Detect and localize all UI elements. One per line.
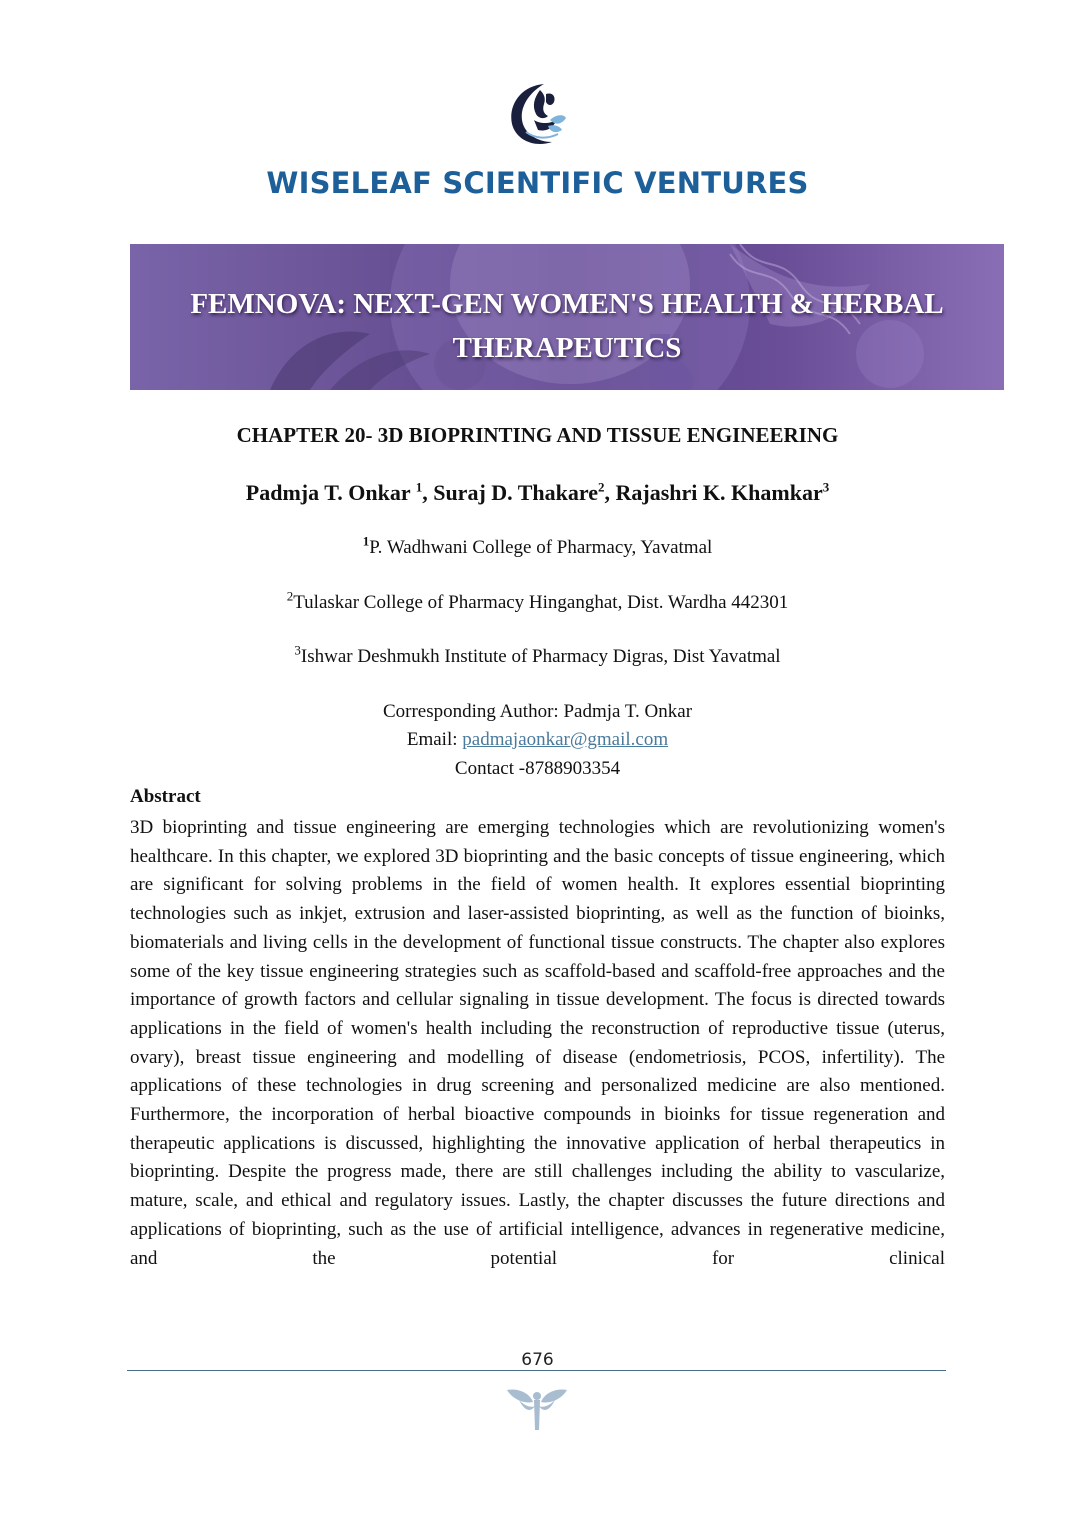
author-separator: , <box>422 480 434 505</box>
affiliation-text: P. Wadhwani College of Pharmacy, Yavatmal <box>369 537 713 558</box>
affiliation-1 <box>0 533 1075 559</box>
affiliation-superscript: 3 <box>294 642 301 658</box>
affiliation-superscript: 1 <box>362 533 370 549</box>
abstract-body: 3D bioprinting and tissue engineering are emerging technologies which are revolutionizing women's healthcare. In this chapter, we explored 3D bioprinting and the basic concepts of tissue engineering, which are significant for solving problems in the field of women health. It explores essential bioprinting technologies such as inkjet, extrusion and laser-assisted bioprinting, as well as the function of bioinks, biomaterials and living cells in the development of functional tissue constructs. The chapter also explores some of the key tissue engineering strategies such as scaffold-based and scaffold-free approaches and the importance of growth factors and cellular signaling in tissue development. The focus is directed towards applications in the field of women's health including the reconstruction of reproductive tissue (uterus, ovary), breast tissue engineering and modelling of disease (endometriosis, PCOS, infertility). The applications of these technologies in drug screening and personalized medicine are also mentioned. Furthermore, the incorporation of herbal bioactive compounds in bioinks for tissue regeneration and therapeutic applications is discussed, highlighting the innovative application of herbal therapeutics in bioprinting. Despite the progress made, there are still challenges including the ability to vascularize, mature, scale, and ethical and regulatory issues. Lastly, the chapter discusses the future directions and applications of bioprinting, such as the use of artificial intelligence, advances in regenerative medicine, and the potential for clinical <box>130 817 945 1269</box>
affiliation-text: Ishwar Deshmukh Institute of Pharmacy Digras, Dist Yavatmal <box>300 646 781 667</box>
author-list <box>0 480 1075 506</box>
book-title-line2: THERAPEUTICS <box>452 332 682 364</box>
author-superscript: 2 <box>598 479 605 495</box>
email-label: Email: <box>406 729 463 750</box>
footer-divider <box>127 1370 946 1371</box>
email-link[interactable]: padmajaonkar@gmail.com <box>462 729 669 750</box>
publisher-name: WISELEAF SCIENTIFIC VENTURES <box>266 166 809 200</box>
book-title-line1: FEMNOVA: NEXT-GEN WOMEN'S HEALTH & HERBAL <box>190 288 944 320</box>
affiliation-3 <box>0 642 1075 668</box>
affiliation-2 <box>0 588 1075 614</box>
abstract-heading: Abstract <box>130 786 201 807</box>
book-title-banner <box>130 244 1004 390</box>
author-superscript: 1 <box>415 479 423 495</box>
author-name: Padmja T. Onkar <box>245 480 416 505</box>
author-separator: , <box>604 480 616 505</box>
email-line <box>0 729 1075 751</box>
contact-phone: Contact -8788903354 <box>454 758 621 779</box>
page-number: 676 <box>521 1350 554 1370</box>
affiliation-superscript: 2 <box>286 588 294 604</box>
author-name: Rajashri K. Khamkar <box>615 480 823 505</box>
chapter-title: CHAPTER 20- 3D BIOPRINTING AND TISSUE ENGINEERING <box>236 423 839 447</box>
wiseleaf-leaf-icon <box>503 1386 571 1432</box>
author-superscript: 3 <box>822 479 830 495</box>
corresponding-author: Corresponding Author: Padmja T. Onkar <box>382 701 693 722</box>
wiseleaf-logo-icon <box>504 80 570 148</box>
affiliation-text: Tulaskar College of Pharmacy Hinganghat, Dist. Wardha 442301 <box>293 592 789 613</box>
author-name: Suraj D. Thakare <box>433 480 599 505</box>
